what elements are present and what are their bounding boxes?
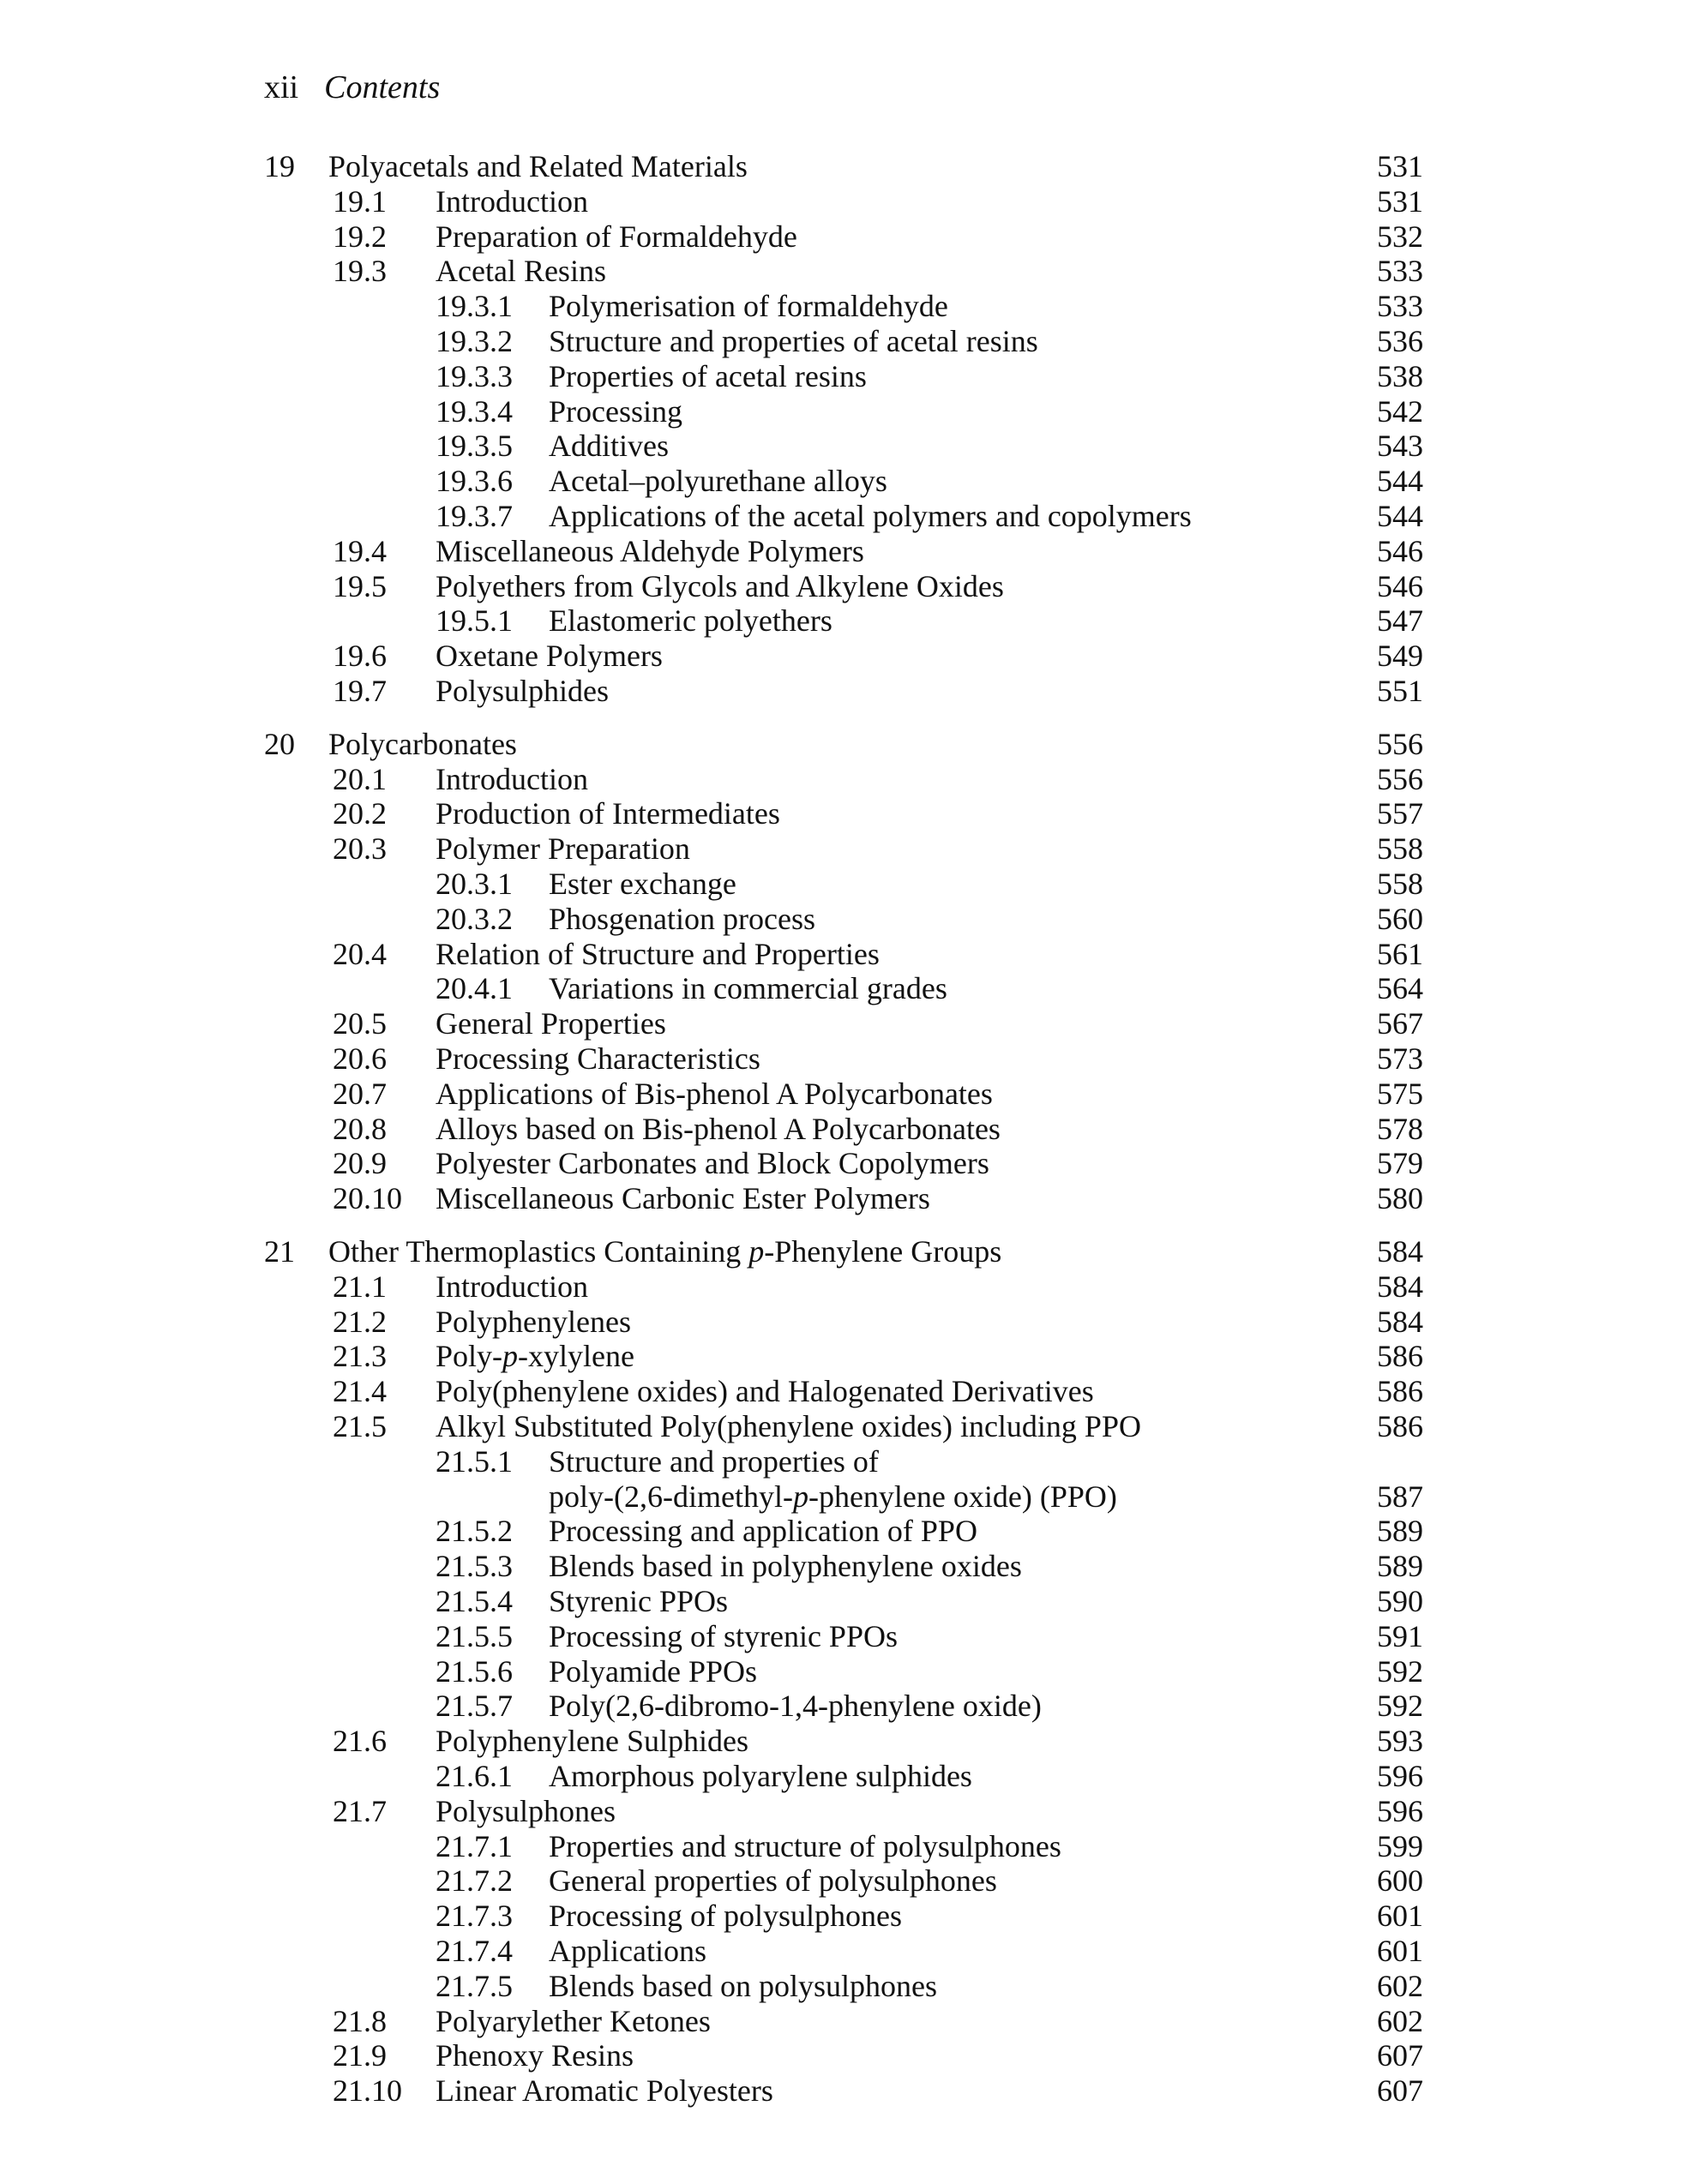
page-number: 592 <box>1377 1653 1423 1689</box>
entry-title: Introduction <box>436 183 588 219</box>
toc-subsection-row[interactable] <box>0 1969 1689 2004</box>
entry-number: 19.3.3 <box>436 358 513 393</box>
page-number: 589 <box>1377 1549 1423 1584</box>
entry-title: Additives <box>549 429 669 464</box>
entry-number: 20.3 <box>333 831 387 867</box>
page-number: 538 <box>1377 358 1423 393</box>
entry-number: 20.6 <box>333 1041 387 1076</box>
toc-chapter-row[interactable] <box>0 1234 1689 1269</box>
entry-title: Polyphenylenes <box>436 1304 631 1339</box>
page-number: 558 <box>1377 867 1423 901</box>
entry-title: Processing of polysulphones <box>549 1899 902 1934</box>
page-number: 575 <box>1377 1076 1423 1111</box>
page-number: 578 <box>1377 1111 1423 1146</box>
entry-title: Applications of Bis-phenol A Polycarbonates <box>436 1076 993 1111</box>
entry-title: Structure and properties of <box>549 1443 879 1479</box>
entry-number: 20.2 <box>333 796 387 831</box>
entry-number: 21.10 <box>333 2073 402 2109</box>
entry-title: Structure and properties of acetal resins <box>549 324 1038 358</box>
toc-subsection-row[interactable] <box>0 464 1689 499</box>
entry-title: Poly(2,6-dibromo-1,4-phenylene oxide) <box>549 1689 1042 1724</box>
page-number: 607 <box>1377 2073 1423 2109</box>
entry-number: 19.3.4 <box>436 393 513 429</box>
toc-section-row[interactable] <box>0 937 1689 972</box>
page-number: 533 <box>1377 289 1423 324</box>
entry-title: Poly-p-xylylene <box>436 1339 634 1374</box>
toc-section-row[interactable] <box>0 2073 1689 2109</box>
toc-section-row[interactable] <box>0 1339 1689 1374</box>
entry-number: 19.2 <box>333 219 387 254</box>
entry-number: 21.5.5 <box>436 1618 513 1653</box>
page-number: 536 <box>1377 324 1423 358</box>
entry-title: General Properties <box>436 1006 666 1041</box>
page-number: 532 <box>1377 219 1423 254</box>
toc-subsection-row[interactable] <box>0 1619 1689 1654</box>
entry-title: Other Thermoplastics Containing p-Phenylene Groups <box>328 1234 1002 1269</box>
page-number: 546 <box>1377 568 1423 603</box>
entry-number: 19.7 <box>333 674 387 708</box>
toc-section-row[interactable] <box>0 639 1689 674</box>
entry-number: 21.7.4 <box>436 1934 513 1968</box>
toc-entry-continuation[interactable] <box>0 1479 1689 1515</box>
entry-number: 21.7.2 <box>436 1863 513 1899</box>
page-number: 556 <box>1377 726 1423 761</box>
entry-number: 19.3.7 <box>436 499 513 533</box>
entry-number: 21.5.6 <box>436 1653 513 1689</box>
entry-number: 19.3 <box>333 254 387 289</box>
entry-title: Alloys based on Bis-phenol A Polycarbonates <box>436 1111 1001 1146</box>
entry-title: Properties of acetal resins <box>549 358 867 393</box>
entry-title: Polyarylether Ketones <box>436 2003 711 2038</box>
entry-number: 21.5.4 <box>436 1584 513 1618</box>
entry-title: Introduction <box>436 1269 588 1304</box>
entry-title: Processing and application of PPO <box>549 1514 977 1549</box>
page-number: 556 <box>1377 761 1423 796</box>
toc-subsection-row[interactable] <box>0 971 1689 1006</box>
entry-title: Applications of the acetal polymers and copolymers <box>549 499 1192 533</box>
entry-number: 19.5.1 <box>436 603 513 639</box>
page-number: 558 <box>1377 831 1423 867</box>
entry-number: 20.3.2 <box>436 901 513 936</box>
toc-section-row[interactable] <box>0 1374 1689 1409</box>
toc-section-row[interactable] <box>0 1146 1689 1181</box>
entry-number: 20.5 <box>333 1006 387 1041</box>
page-number: 549 <box>1377 639 1423 674</box>
entry-title: Polyethers from Glycols and Alkylene Oxides <box>436 568 1004 603</box>
entry-title: Acetal–polyurethane alloys <box>549 464 887 499</box>
entry-number: 20.1 <box>333 761 387 796</box>
toc-section-row[interactable] <box>0 2004 1689 2039</box>
page-number: 602 <box>1377 1968 1423 2003</box>
toc-subsection-row[interactable] <box>0 1514 1689 1549</box>
page-number: xii <box>264 69 299 105</box>
entry-number: 21.5 <box>333 1409 387 1443</box>
page-number: 557 <box>1377 796 1423 831</box>
page-number: 586 <box>1377 1374 1423 1409</box>
toc-section-row[interactable] <box>0 1112 1689 1147</box>
entry-title: Phenoxy Resins <box>436 2038 634 2073</box>
page-number: 586 <box>1377 1339 1423 1374</box>
entry-number: 19 <box>264 149 295 183</box>
entry-number: 21.6.1 <box>436 1759 513 1793</box>
entry-number: 19.3.5 <box>436 429 513 464</box>
page-number: 531 <box>1377 183 1423 219</box>
page-number: 580 <box>1377 1181 1423 1216</box>
page-number: 551 <box>1377 674 1423 708</box>
page-number: 590 <box>1377 1584 1423 1618</box>
entry-number: 21.9 <box>333 2038 387 2073</box>
page-number: 596 <box>1377 1759 1423 1793</box>
page-number: 543 <box>1377 429 1423 464</box>
entry-title: Preparation of Formaldehyde <box>436 219 797 254</box>
entry-title: Polyamide PPOs <box>549 1653 758 1689</box>
toc-section-row[interactable] <box>0 1077 1689 1112</box>
toc-subsection-row[interactable] <box>0 499 1689 534</box>
page-number: 531 <box>1377 149 1423 183</box>
entry-title: Relation of Structure and Properties <box>436 936 880 971</box>
entry-number: 21.3 <box>333 1339 387 1374</box>
entry-number: 20.3.1 <box>436 867 513 901</box>
toc-section-row[interactable] <box>0 2038 1689 2073</box>
toc-chapter-row[interactable] <box>0 727 1689 762</box>
entry-number: 21.6 <box>333 1724 387 1759</box>
toc-subsection-row[interactable] <box>0 867 1689 902</box>
entry-title: Polyester Carbonates and Block Copolymers <box>436 1146 989 1181</box>
entry-title: Polyphenylene Sulphides <box>436 1724 748 1759</box>
page-number: 584 <box>1377 1234 1423 1269</box>
entry-number: 21.8 <box>333 2003 387 2038</box>
page-number: 533 <box>1377 254 1423 289</box>
entry-title: Blends based in polyphenylene oxides <box>549 1549 1022 1584</box>
toc-subsection-row[interactable] <box>0 1829 1689 1864</box>
entry-title: Processing Characteristics <box>436 1041 760 1076</box>
toc-section-row[interactable] <box>0 1006 1689 1041</box>
page-number: 544 <box>1377 464 1423 499</box>
entry-number: 21 <box>264 1234 295 1269</box>
entry-title: Oxetane Polymers <box>436 639 663 674</box>
entry-title: Polymerisation of formaldehyde <box>549 289 948 324</box>
page-number: 592 <box>1377 1689 1423 1724</box>
toc-subsection-row[interactable] <box>0 1899 1689 1934</box>
entry-title: Applications <box>549 1934 706 1968</box>
entry-number: 19.1 <box>333 183 387 219</box>
entry-number: 20.8 <box>333 1111 387 1146</box>
page-number: 607 <box>1377 2038 1423 2073</box>
page-number: 544 <box>1377 499 1423 533</box>
toc-section-row[interactable] <box>0 219 1689 255</box>
page-number: 601 <box>1377 1934 1423 1968</box>
toc-section-row[interactable] <box>0 1409 1689 1444</box>
toc-section-row[interactable] <box>0 254 1689 289</box>
toc-section-row[interactable] <box>0 534 1689 569</box>
entry-title: Miscellaneous Carbonic Ester Polymers <box>436 1181 930 1216</box>
toc-subsection-row[interactable] <box>0 1549 1689 1584</box>
toc-section-row[interactable] <box>0 1724 1689 1759</box>
entry-number: 21.7.5 <box>436 1968 513 2003</box>
toc-subsection-row[interactable] <box>0 1654 1689 1689</box>
entry-number: 20.10 <box>333 1181 402 1216</box>
toc-section-row[interactable] <box>0 674 1689 709</box>
page-number: 542 <box>1377 393 1423 429</box>
entry-number: 21.5.1 <box>436 1443 513 1479</box>
page-number: 560 <box>1377 901 1423 936</box>
page-number: 561 <box>1377 936 1423 971</box>
toc-subsection-row[interactable] <box>0 603 1689 639</box>
toc-subsection-row[interactable] <box>0 289 1689 324</box>
page-number: 591 <box>1377 1618 1423 1653</box>
entry-title: Processing of styrenic PPOs <box>549 1618 898 1653</box>
entry-number: 19.6 <box>333 639 387 674</box>
entry-number: 20.4 <box>333 936 387 971</box>
entry-number: 20.9 <box>333 1146 387 1181</box>
toc-subsection-row[interactable] <box>0 394 1689 429</box>
toc-section-row[interactable] <box>0 1305 1689 1340</box>
page-number: 546 <box>1377 533 1423 568</box>
toc-subsection-row[interactable] <box>0 324 1689 359</box>
page-number: 579 <box>1377 1146 1423 1181</box>
entry-title: Polysulphones <box>436 1793 616 1828</box>
entry-number: 21.7.3 <box>436 1899 513 1934</box>
entry-title: Ester exchange <box>549 867 736 901</box>
page-number: 567 <box>1377 1006 1423 1041</box>
entry-title: Processing <box>549 393 682 429</box>
toc-section-row[interactable] <box>0 796 1689 831</box>
toc-subsection-row[interactable] <box>0 1759 1689 1794</box>
entry-title: Introduction <box>436 761 588 796</box>
toc-section-row[interactable] <box>0 1269 1689 1305</box>
entry-title: Properties and structure of polysulphones <box>549 1828 1061 1863</box>
entry-number: 19.3.6 <box>436 464 513 499</box>
toc-subsection-row[interactable] <box>0 902 1689 937</box>
page-number: 584 <box>1377 1269 1423 1304</box>
entry-title: Polysulphides <box>436 674 610 708</box>
entry-title: General properties of polysulphones <box>549 1863 997 1899</box>
entry-number: 21.7.1 <box>436 1828 513 1863</box>
entry-number: 21.4 <box>333 1374 387 1409</box>
entry-title: Poly(phenylene oxides) and Halogenated Derivatives <box>436 1374 1094 1409</box>
entry-title: Alkyl Substituted Poly(phenylene oxides) including PPO <box>436 1409 1141 1443</box>
page-number: 573 <box>1377 1041 1423 1076</box>
entry-number: 20 <box>264 726 295 761</box>
entry-number: 21.5.7 <box>436 1689 513 1724</box>
toc-section-row[interactable] <box>0 1041 1689 1077</box>
entry-number: 21.1 <box>333 1269 387 1304</box>
toc-section-row[interactable] <box>0 1794 1689 1829</box>
entry-title: Blends based on polysulphones <box>549 1968 937 2003</box>
entry-title-continued: poly-(2,6-dimethyl-p-phenylene oxide) (PPO) <box>549 1479 1117 1514</box>
entry-title: Miscellaneous Aldehyde Polymers <box>436 533 864 568</box>
page-number: 564 <box>1377 971 1423 1006</box>
entry-title: Polymer Preparation <box>436 831 690 867</box>
entry-title: Styrenic PPOs <box>549 1584 729 1618</box>
page-number: 602 <box>1377 2003 1423 2038</box>
toc-section-row[interactable] <box>0 1181 1689 1216</box>
page-number: 600 <box>1377 1863 1423 1899</box>
entry-title: Polycarbonates <box>328 726 517 761</box>
toc-subsection-row[interactable] <box>0 1584 1689 1619</box>
toc-subsection-row[interactable] <box>0 429 1689 464</box>
page-title: Contents <box>324 69 441 105</box>
entry-number: 19.5 <box>333 568 387 603</box>
entry-number: 20.7 <box>333 1076 387 1111</box>
entry-title: Linear Aromatic Polyesters <box>436 2073 773 2109</box>
page-number: 586 <box>1377 1409 1423 1443</box>
entry-title: Phosgenation process <box>549 901 815 936</box>
toc-section-row[interactable] <box>0 762 1689 797</box>
entry-number: 21.5.2 <box>436 1514 513 1549</box>
entry-title: Variations in commercial grades <box>549 971 947 1006</box>
page-number: 596 <box>1377 1793 1423 1828</box>
entry-number: 20.4.1 <box>436 971 513 1006</box>
page-number: 584 <box>1377 1304 1423 1339</box>
page-number: 587 <box>1377 1479 1423 1514</box>
page-number: 599 <box>1377 1828 1423 1863</box>
entry-number: 19.3.1 <box>436 289 513 324</box>
entry-title: Polyacetals and Related Materials <box>328 149 748 183</box>
entry-title: Amorphous polyarylene sulphides <box>549 1759 972 1793</box>
toc-subsection-row[interactable] <box>0 1863 1689 1899</box>
entry-number: 21.2 <box>333 1304 387 1339</box>
entry-title: Production of Intermediates <box>436 796 780 831</box>
entry-number: 21.5.3 <box>436 1549 513 1584</box>
toc-section-row[interactable] <box>0 184 1689 219</box>
toc-subsection-row[interactable] <box>0 1689 1689 1724</box>
page-number: 593 <box>1377 1724 1423 1759</box>
toc-chapter-row[interactable] <box>0 149 1689 184</box>
entry-title: Acetal Resins <box>436 254 606 289</box>
page-number: 589 <box>1377 1514 1423 1549</box>
entry-title: Elastomeric polyethers <box>549 603 832 639</box>
entry-number: 21.7 <box>333 1793 387 1828</box>
toc-subsection-row[interactable] <box>0 1934 1689 1969</box>
entry-number: 19.3.2 <box>436 324 513 358</box>
toc-section-row[interactable] <box>0 569 1689 604</box>
page-number: 601 <box>1377 1899 1423 1934</box>
entry-number: 19.4 <box>333 533 387 568</box>
toc-subsection-row[interactable] <box>0 1444 1689 1479</box>
toc-section-row[interactable] <box>0 831 1689 867</box>
page-number: 547 <box>1377 603 1423 639</box>
toc-subsection-row[interactable] <box>0 359 1689 394</box>
